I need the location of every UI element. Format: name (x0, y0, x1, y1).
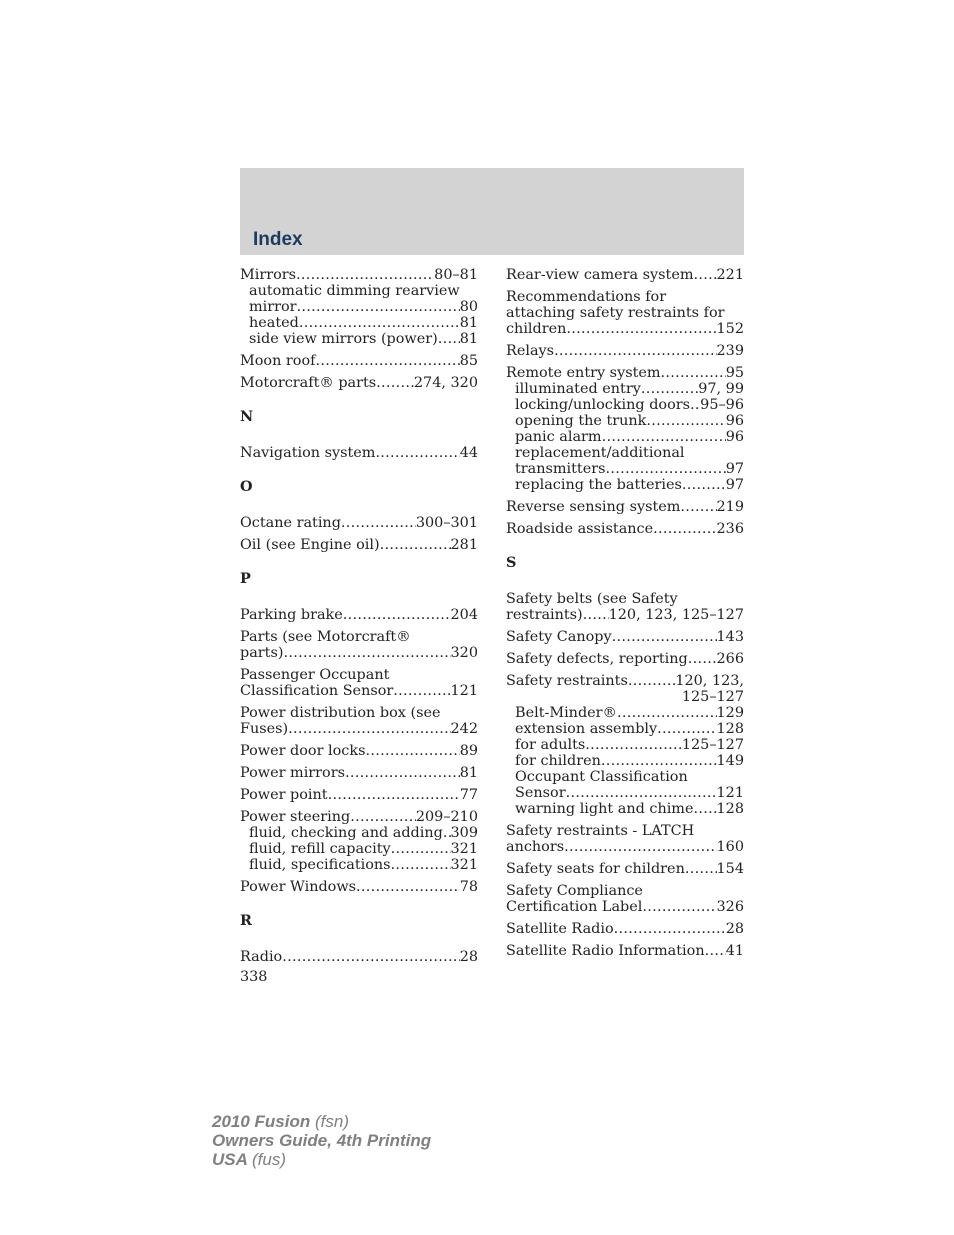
index-entry-line (240, 667, 478, 683)
index-entry (506, 673, 744, 817)
index-entry-line (506, 943, 744, 959)
index-entry-line (506, 839, 744, 855)
index-entry-line (240, 705, 478, 721)
index-column-left (240, 267, 478, 985)
index-letter-heading: P (240, 570, 251, 587)
page-reference: 154 (716, 861, 744, 877)
index-entry (506, 499, 744, 515)
dot-leader (566, 785, 717, 801)
index-entry-line (240, 537, 478, 553)
entry-text: warning light and chime (515, 801, 694, 817)
index-entry-line (240, 765, 478, 781)
dot-leader (356, 879, 460, 895)
index-entry-line (506, 651, 744, 667)
page-number: 338 (240, 969, 268, 985)
dot-leader (690, 397, 700, 413)
index-entry-line (506, 607, 744, 623)
entry-text: Oil (see Engine oil) (240, 537, 380, 553)
index-entry (240, 375, 478, 391)
entry-text: Passenger Occupant (240, 667, 390, 683)
dot-leader (554, 343, 716, 359)
page-reference: 121 (716, 785, 744, 801)
entry-text: locking/unlocking doors (515, 397, 691, 413)
page-reference: 125–127 (681, 689, 744, 705)
entry-text: panic alarm (515, 429, 602, 445)
entry-text: fluid, checking and adding (249, 825, 443, 841)
entry-text: Power steering (240, 809, 351, 825)
header-bar (240, 168, 744, 255)
entry-text: replacement/additional (515, 445, 685, 461)
index-entry (240, 607, 478, 623)
entry-text: fluid, refill capacity (249, 841, 391, 857)
dot-leader (685, 861, 717, 877)
index-entry (506, 651, 744, 667)
dot-leader (299, 315, 460, 331)
index-entry (506, 921, 744, 937)
dot-leader (296, 267, 434, 283)
footer-model: 2010 Fusion (212, 1112, 311, 1131)
index-entry-line (506, 883, 744, 899)
dot-leader (393, 683, 450, 699)
page-reference: 128 (716, 721, 744, 737)
page-reference: 81 (459, 315, 478, 331)
index-entry-line (506, 499, 744, 515)
index-entry (240, 809, 478, 873)
page-reference: 78 (459, 879, 478, 895)
entry-text: Parts (see Motorcraft® (240, 629, 411, 645)
index-entry-line (240, 949, 478, 965)
entry-text: Roadside assistance (506, 521, 654, 537)
page-reference: 44 (459, 445, 478, 461)
page-reference: 204 (450, 607, 478, 623)
page-reference: 274, 320 (413, 375, 478, 391)
index-entry-line (240, 721, 478, 737)
entry-text: mirror (249, 299, 297, 315)
page-reference: 41 (725, 943, 744, 959)
entry-text: Classification Sensor (240, 683, 394, 699)
dot-leader (612, 629, 717, 645)
page-reference: 80 (459, 299, 478, 315)
page-reference: 28 (725, 921, 744, 937)
entry-text: Radio (240, 949, 283, 965)
index-entry (506, 861, 744, 877)
index-entry-line (506, 629, 744, 645)
page-reference: 80–81 (434, 267, 478, 283)
dot-leader (680, 499, 716, 515)
index-entry (506, 629, 744, 645)
index-entry-line (240, 375, 478, 391)
index-subentry-line (506, 413, 744, 429)
index-entry-line (240, 809, 478, 825)
dot-leader (345, 765, 460, 781)
index-subentry-line (506, 429, 744, 445)
index-entry (240, 743, 478, 759)
page-reference: 95–96 (700, 397, 744, 413)
page-reference: 281 (450, 537, 478, 553)
index-entry (240, 949, 478, 965)
index-column-right (506, 267, 744, 965)
index-subentry-line (506, 445, 744, 461)
entry-text: Safety Compliance (506, 883, 643, 899)
page-reference: 242 (450, 721, 478, 737)
index-letter-heading: O (240, 478, 253, 495)
page-reference: 97, 99 (698, 381, 744, 397)
dot-leader (583, 607, 609, 623)
entry-text: transmitters (515, 461, 606, 477)
page-reference: 89 (459, 743, 478, 759)
index-entry (506, 943, 744, 959)
dot-leader (343, 607, 451, 623)
dot-leader (375, 445, 459, 461)
index-subentry-line (240, 857, 478, 873)
index-entry (240, 787, 478, 803)
entry-text: Remote entry system (506, 365, 661, 381)
dot-leader (693, 801, 716, 817)
dot-leader (438, 331, 460, 347)
dot-leader (585, 737, 682, 753)
index-subentry-line (506, 381, 744, 397)
entry-text: automatic dimming rearview (249, 283, 460, 299)
entry-text: Power point (240, 787, 328, 803)
page-reference: 125–127 (681, 737, 744, 753)
page-reference: 219 (716, 499, 744, 515)
page-reference: 95 (725, 365, 744, 381)
index-entry-line (240, 267, 478, 283)
dot-leader (564, 839, 716, 855)
entry-text: extension assembly (515, 721, 658, 737)
dot-leader (682, 477, 726, 493)
entry-text: restraints) (506, 607, 583, 623)
page-reference: 221 (716, 267, 744, 283)
index-entry-line (506, 673, 744, 689)
index-entry-line (506, 521, 744, 537)
page-reference: 149 (716, 753, 744, 769)
index-subentry-line (506, 801, 744, 817)
index-entry-line (506, 921, 744, 937)
dot-leader (705, 943, 726, 959)
index-subentry-line (506, 397, 744, 413)
index-entry (240, 629, 478, 661)
dot-leader (328, 787, 460, 803)
dot-leader (646, 413, 725, 429)
entry-text: Octane rating (240, 515, 341, 531)
entry-text: fluid, specifications (249, 857, 391, 873)
index-entry-line (506, 591, 744, 607)
dot-leader (315, 353, 459, 369)
entry-text: side view mirrors (power) (249, 331, 438, 347)
dot-leader (642, 899, 716, 915)
page-reference: 326 (716, 899, 744, 915)
page-reference: 81 (459, 331, 478, 347)
index-subentry-line (506, 721, 744, 737)
index-subentry-line (506, 769, 744, 785)
entry-text: Safety seats for children (506, 861, 685, 877)
index-entry-line (506, 343, 744, 359)
page-reference: 209–210 (415, 809, 478, 825)
index-entry-line (240, 353, 478, 369)
index-entry-line (240, 607, 478, 623)
dot-leader (350, 809, 416, 825)
page-reference: 96 (725, 429, 744, 445)
page-reference: 77 (459, 787, 478, 803)
page-reference: 120, 123, (675, 673, 744, 689)
index-entry (506, 289, 744, 337)
index-entry-line (506, 321, 744, 337)
page-reference: 239 (716, 343, 744, 359)
index-entry (506, 365, 744, 493)
dot-leader (614, 921, 726, 937)
index-entry (240, 515, 478, 531)
index-entry-line (506, 823, 744, 839)
entry-text: Motorcraft® parts (240, 375, 377, 391)
dot-leader (606, 461, 726, 477)
page-reference: 120, 123, 125–127 (608, 607, 744, 623)
dot-leader (380, 537, 451, 553)
index-entry (506, 267, 744, 283)
dot-leader (391, 857, 451, 873)
page-reference: 128 (716, 801, 744, 817)
index-subentry-line (506, 477, 744, 493)
entry-text: Recommendations for (506, 289, 667, 305)
dot-leader (617, 705, 717, 721)
entry-text: Relays (506, 343, 555, 359)
index-entry (506, 883, 744, 915)
entry-text: Safety restraints (506, 673, 628, 689)
entry-text: opening the trunk (515, 413, 647, 429)
entry-text: Occupant Classification (515, 769, 688, 785)
page-reference: 97 (725, 461, 744, 477)
page-reference: 160 (716, 839, 744, 855)
dot-leader (688, 651, 717, 667)
page-reference: 85 (459, 353, 478, 369)
index-entry-line (240, 787, 478, 803)
entry-text: Moon roof (240, 353, 316, 369)
index-entry-line (506, 861, 744, 877)
dot-leader (283, 645, 450, 661)
entry-text: Belt-Minder® (515, 705, 617, 721)
dot-leader (657, 721, 716, 737)
index-entry-line (240, 515, 478, 531)
entry-text: Satellite Radio Information (506, 943, 705, 959)
entry-text: Sensor (515, 785, 566, 801)
page-reference: 321 (450, 841, 478, 857)
entry-text: Power mirrors (240, 765, 345, 781)
entry-text: Safety defects, reporting (506, 651, 688, 667)
entry-text: Safety Canopy (506, 629, 612, 645)
page-reference: 129 (716, 705, 744, 721)
index-entry-line (240, 445, 478, 461)
index-letter-heading: R (240, 912, 252, 929)
dot-leader (694, 267, 717, 283)
page-reference: 143 (716, 629, 744, 645)
entry-text: Navigation system (240, 445, 376, 461)
index-entry-line (506, 289, 744, 305)
index-entry-line (240, 645, 478, 661)
index-subentry-line (506, 461, 744, 477)
page-title: Index (253, 229, 303, 250)
entry-text: Safety restraints - LATCH (506, 823, 695, 839)
dot-leader (653, 521, 716, 537)
footer-region: USA (212, 1150, 248, 1169)
index-letter-heading: N (240, 408, 254, 425)
index-subentry-line (240, 299, 478, 315)
page-reference: 96 (725, 413, 744, 429)
entry-text: for adults (515, 737, 586, 753)
index-entry (240, 537, 478, 553)
page-reference: 320 (450, 645, 478, 661)
entry-text: anchors (506, 839, 565, 855)
page-reference: 309 (450, 825, 478, 841)
entry-text: attaching safety restraints for (506, 305, 725, 321)
footer-region-code: (fus) (252, 1150, 286, 1169)
page-reference: 266 (716, 651, 744, 667)
dot-leader (661, 365, 726, 381)
index-entry (506, 591, 744, 623)
index-subentry-line (240, 283, 478, 299)
dot-leader (282, 949, 459, 965)
index-subentry-line (240, 841, 478, 857)
index-subentry-line (240, 331, 478, 347)
dot-leader (288, 721, 450, 737)
index-entry-line (506, 899, 744, 915)
index-entry (240, 879, 478, 895)
index-letter-heading: S (506, 554, 517, 571)
footer-guide: Owners Guide, 4th Printing (212, 1131, 432, 1150)
index-subentry-line (506, 785, 744, 801)
entry-text: children (506, 321, 567, 337)
index-entry-line (506, 689, 744, 705)
index-subentry-line (240, 825, 478, 841)
page-reference: 300–301 (415, 515, 478, 531)
page-reference: 28 (459, 949, 478, 965)
page-reference: 321 (450, 857, 478, 873)
index-subentry-line (506, 737, 744, 753)
index-entry (506, 823, 744, 855)
dot-leader (341, 515, 416, 531)
dot-leader (376, 375, 414, 391)
entry-text: replacing the batteries (515, 477, 682, 493)
page-reference: 152 (716, 321, 744, 337)
entry-text: Power Windows (240, 879, 357, 895)
page-reference: 81 (459, 765, 478, 781)
entry-text: Parking brake (240, 607, 343, 623)
dot-leader (641, 381, 698, 397)
entry-text: Reverse sensing system (506, 499, 681, 515)
index-entry-line (240, 879, 478, 895)
index-subentry-line (506, 705, 744, 721)
index-entry (240, 667, 478, 699)
dot-leader (443, 825, 451, 841)
index-entry-line (506, 267, 744, 283)
index-entry (240, 445, 478, 461)
dot-leader (566, 321, 716, 337)
entry-text: Power door locks (240, 743, 366, 759)
dot-leader (601, 753, 717, 769)
index-entry (240, 705, 478, 737)
index-entry-line (240, 683, 478, 699)
entry-text: parts) (240, 645, 284, 661)
dot-leader (391, 841, 451, 857)
page-reference: 97 (725, 477, 744, 493)
index-entry (240, 765, 478, 781)
index-entry (240, 353, 478, 369)
entry-text: Safety belts (see Safety (506, 591, 678, 607)
dot-leader (297, 299, 460, 315)
entry-text: Mirrors (240, 267, 297, 283)
index-entry (506, 521, 744, 537)
entry-text: Power distribution box (see (240, 705, 441, 721)
entry-text: Satellite Radio (506, 921, 614, 937)
entry-text: illuminated entry (515, 381, 641, 397)
entry-text: Fuses) (240, 721, 289, 737)
entry-text: heated (249, 315, 299, 331)
index-subentry-line (506, 753, 744, 769)
entry-text: Certification Label (506, 899, 643, 915)
entry-text: for children (515, 753, 601, 769)
footer-model-code: (fsn) (315, 1112, 349, 1131)
entry-text: Rear-view camera system (506, 267, 694, 283)
dot-leader (602, 429, 726, 445)
index-entry (240, 267, 478, 347)
dot-leader (628, 673, 675, 689)
page-reference: 121 (450, 683, 478, 699)
page-reference: 236 (716, 521, 744, 537)
index-entry-line (506, 365, 744, 381)
index-entry-line (240, 629, 478, 645)
index-entry-line (506, 305, 744, 321)
index-entry (506, 343, 744, 359)
index-subentry-line (240, 315, 478, 331)
index-entry-line (240, 743, 478, 759)
dot-leader (365, 743, 459, 759)
footer (212, 1112, 431, 1169)
